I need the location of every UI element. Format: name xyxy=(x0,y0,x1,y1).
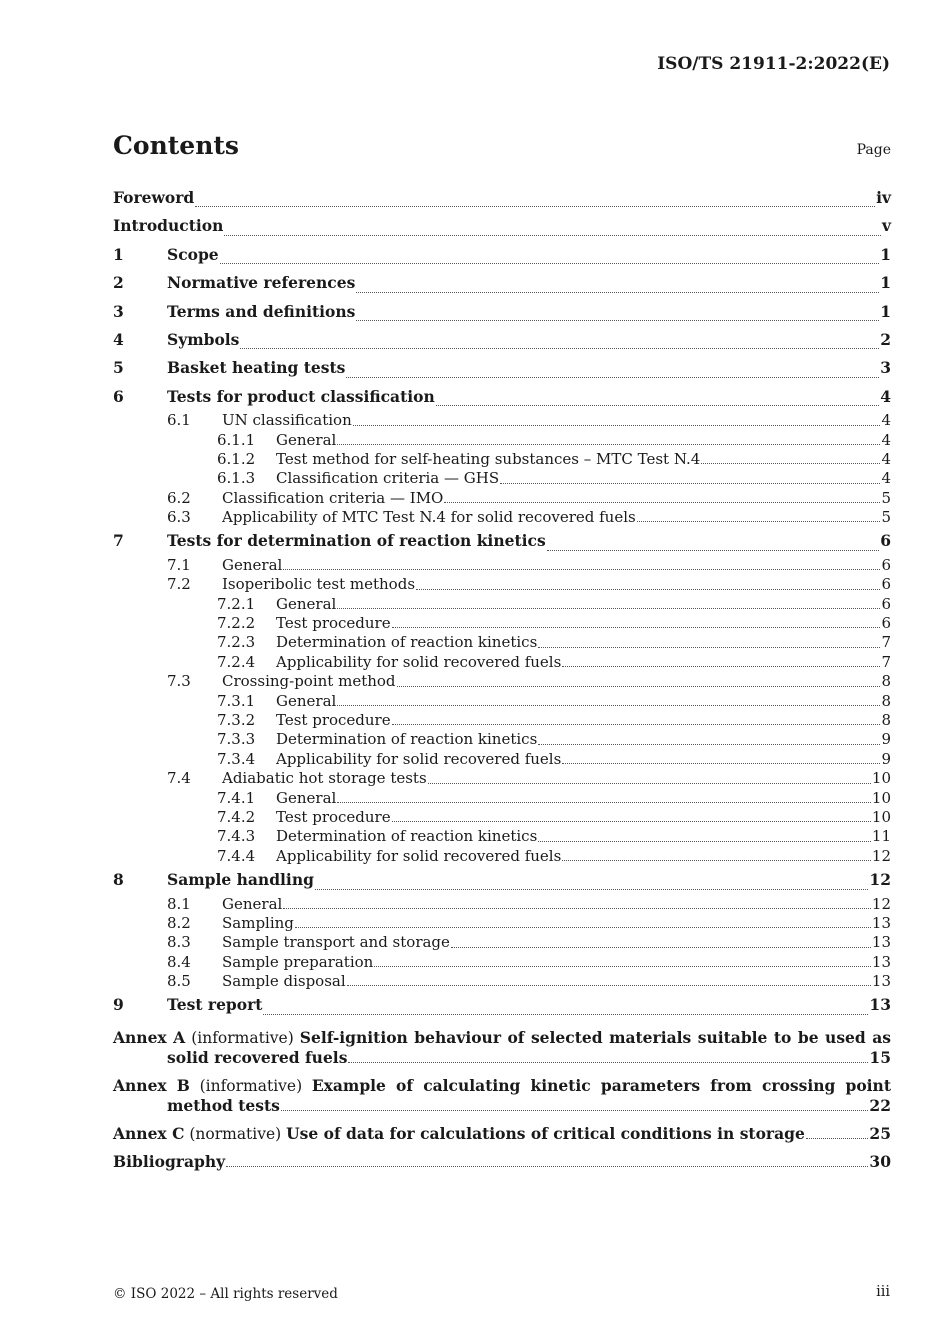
toc-section-number: 1 xyxy=(113,244,124,264)
toc-entry[interactable] xyxy=(113,326,891,354)
toc-page-number: 10 xyxy=(871,769,891,788)
toc-section-number: 6.1 xyxy=(167,411,191,430)
dot-leader xyxy=(547,550,880,551)
toc-section-number: 7.4.4 xyxy=(217,846,256,865)
toc-section-number: 7.2.4 xyxy=(217,652,256,671)
toc-entry-annex-c[interactable] xyxy=(113,1116,891,1144)
toc-entry-title: Test procedure xyxy=(276,807,391,826)
toc-entry-title: Scope xyxy=(167,244,219,264)
toc-section-number: 7.3.2 xyxy=(217,710,256,729)
toc-entry[interactable] xyxy=(113,298,891,326)
page-number: iii xyxy=(876,1284,890,1300)
toc-section-number: 8.4 xyxy=(167,952,191,971)
toc-page-number: 8 xyxy=(881,672,891,691)
toc-section-number: 2 xyxy=(113,273,124,293)
toc-entry[interactable] xyxy=(113,508,891,527)
toc-entry-annex-a[interactable] xyxy=(113,1020,891,1068)
toc-page-number: 5 xyxy=(881,508,891,527)
toc-page-number: 4 xyxy=(880,386,891,406)
dot-leader xyxy=(356,292,879,293)
toc-entry-title: Test report xyxy=(167,995,263,1015)
annex-label: Annex C xyxy=(113,1123,185,1143)
dot-leader xyxy=(701,463,880,464)
toc-entry[interactable] xyxy=(113,450,891,469)
toc-entry[interactable] xyxy=(113,212,891,240)
toc-section-number: 8.2 xyxy=(167,913,191,932)
toc-entry[interactable] xyxy=(113,972,891,991)
toc-page-number: iv xyxy=(876,188,891,207)
toc-entry-title: Sample transport and storage xyxy=(222,933,450,952)
toc-section-number: 7.3.4 xyxy=(217,749,256,768)
toc-section-number: 6.1.3 xyxy=(217,469,256,488)
toc-section-number: 7.2.3 xyxy=(217,633,256,652)
dot-leader xyxy=(240,348,879,349)
toc-page-number: 12 xyxy=(869,870,891,890)
toc-entry[interactable] xyxy=(113,269,891,297)
toc-page-number: 13 xyxy=(871,952,891,971)
dot-leader xyxy=(392,627,881,628)
toc-page-number: 8 xyxy=(881,691,891,710)
toc-page-number: 6 xyxy=(881,594,891,613)
copyright-notice: © ISO 2022 – All rights reserved xyxy=(113,1286,338,1302)
toc-page-number: 6 xyxy=(880,531,891,551)
toc-entry-title: Crossing-point method xyxy=(222,672,396,691)
toc-section-number: 7.4.2 xyxy=(217,807,256,826)
toc-entry-title: General xyxy=(222,555,283,574)
toc-page-number: 13 xyxy=(871,913,891,932)
toc-entry-bibliography[interactable] xyxy=(113,1144,891,1172)
annex-title-cont: method tests xyxy=(167,1095,280,1115)
dot-leader xyxy=(356,320,879,321)
toc-section-number: 7.1 xyxy=(167,555,191,574)
toc-page-number: 30 xyxy=(869,1151,891,1171)
toc-section-number: 7 xyxy=(113,531,124,551)
toc-entry-title: Determination of reaction kinetics xyxy=(276,633,538,652)
dot-leader xyxy=(436,405,879,406)
toc-page-number: 4 xyxy=(881,430,891,449)
toc-entry-title: Sample preparation xyxy=(222,952,374,971)
toc-section-number: 3 xyxy=(113,301,124,321)
toc-entry-title: Classification criteria — IMO xyxy=(222,488,444,507)
toc-entry-title: Basket heating tests xyxy=(167,358,346,378)
toc-page-number: 12 xyxy=(871,846,891,865)
toc-page-number: 3 xyxy=(880,358,891,378)
toc-entry-title: Determination of reaction kinetics xyxy=(276,730,538,749)
dot-leader xyxy=(538,744,880,745)
toc-entry[interactable] xyxy=(113,633,891,652)
dot-leader xyxy=(348,1062,868,1063)
toc-entry[interactable] xyxy=(113,692,891,711)
toc-page-number: 15 xyxy=(869,1047,891,1067)
toc-entry[interactable] xyxy=(113,354,891,382)
annex-type: (informative) xyxy=(199,1076,303,1095)
toc-entry-title: Test method for self-heating substances – MTC Test N.4 xyxy=(276,449,701,468)
toc-entry[interactable] xyxy=(113,847,891,866)
toc-entry[interactable] xyxy=(113,827,891,846)
toc-page-number: 6 xyxy=(881,614,891,633)
toc-entry-title: Applicability for solid recovered fuels xyxy=(276,749,562,768)
toc-page-number: 7 xyxy=(881,633,891,652)
dot-leader xyxy=(416,589,880,590)
toc-entry-title: Introduction xyxy=(113,216,224,236)
toc-page-number: 6 xyxy=(881,555,891,574)
dot-leader xyxy=(346,377,879,378)
annex-title-cont: solid recovered fuels xyxy=(167,1047,348,1067)
annex-title: Use of data for calculations of critical conditions in storage xyxy=(286,1123,805,1143)
toc-page-number: 13 xyxy=(871,972,891,991)
toc-entry-title: General xyxy=(276,788,337,807)
document-id: ISO/TS 21911-2:2022(E) xyxy=(657,54,890,74)
toc-entry[interactable] xyxy=(113,711,891,730)
dot-leader xyxy=(538,841,871,842)
toc-entry-title: Tests for determination of reaction kinetics xyxy=(167,531,546,551)
toc-entry[interactable] xyxy=(113,595,891,614)
toc-page-number: 10 xyxy=(871,807,891,826)
toc-entry-title: Test procedure xyxy=(276,614,391,633)
toc-entry-title: Terms and definitions xyxy=(167,301,356,321)
toc-page-number: 25 xyxy=(869,1123,891,1143)
toc-page-number: 1 xyxy=(880,273,891,293)
dot-leader xyxy=(224,235,881,236)
toc-page-number: 13 xyxy=(871,933,891,952)
dot-leader xyxy=(562,763,880,764)
toc-section-number: 6.2 xyxy=(167,488,191,507)
toc-entry-title: Sample handling xyxy=(167,870,314,890)
toc-page-number: 22 xyxy=(869,1095,891,1115)
dot-leader xyxy=(347,985,871,986)
toc-section-number: 8.5 xyxy=(167,972,191,991)
dot-leader xyxy=(283,569,880,570)
annex-title: Example of calculating kinetic parameters from crossing point xyxy=(311,1075,891,1095)
toc-entry[interactable] xyxy=(113,953,891,972)
toc-entry-title: General xyxy=(276,691,337,710)
toc-entry[interactable] xyxy=(113,914,891,933)
toc-section-number: 8 xyxy=(113,870,124,890)
dot-leader xyxy=(281,1110,869,1111)
toc-page-number: 11 xyxy=(871,827,891,846)
dot-leader xyxy=(444,502,880,503)
toc-page-number: 8 xyxy=(881,710,891,729)
toc-entry[interactable] xyxy=(113,241,891,269)
toc-page-number: 1 xyxy=(880,301,891,321)
toc-entry-title: General xyxy=(276,594,337,613)
toc-page-number: 1 xyxy=(880,244,891,264)
toc-section-number: 7.3 xyxy=(167,672,191,691)
dot-leader xyxy=(428,783,871,784)
toc-page-number: 9 xyxy=(881,730,891,749)
dot-leader xyxy=(500,483,880,484)
toc-page-number: 4 xyxy=(881,449,891,468)
toc-entry[interactable] xyxy=(113,769,891,788)
toc-entry-title: Applicability for solid recovered fuels xyxy=(276,652,562,671)
toc-section-number: 8.3 xyxy=(167,933,191,952)
toc-entry-title: Applicability of MTC Test N.4 for solid recovered fuels xyxy=(222,508,636,527)
toc-section-number: 4 xyxy=(113,329,124,349)
dot-leader xyxy=(397,686,881,687)
toc-entry-title: Tests for product classification xyxy=(167,386,435,406)
annex-label: Annex B xyxy=(113,1075,190,1095)
toc-entry-title: Applicability for solid recovered fuels xyxy=(276,846,562,865)
toc-entry[interactable] xyxy=(113,866,891,894)
toc-section-number: 7.3.3 xyxy=(217,730,256,749)
toc-section-number: 5 xyxy=(113,358,124,378)
toc-entry-title: UN classification xyxy=(222,411,352,430)
toc-section-number: 7.4 xyxy=(167,769,191,788)
toc-entry-title: Determination of reaction kinetics xyxy=(276,827,538,846)
dot-leader xyxy=(538,647,880,648)
toc-entry[interactable] xyxy=(113,808,891,827)
dot-leader xyxy=(562,666,880,667)
toc-entry[interactable] xyxy=(113,556,891,575)
toc-page-number: 2 xyxy=(880,329,891,349)
toc-entry[interactable] xyxy=(113,730,891,749)
dot-leader xyxy=(315,889,868,890)
toc-section-number: 6 xyxy=(113,386,124,406)
annex-title: Self-ignition behaviour of selected materials suitable to be used as xyxy=(299,1027,891,1047)
dot-leader xyxy=(353,425,881,426)
toc-section-number: 8.1 xyxy=(167,894,191,913)
toc-entry[interactable] xyxy=(113,383,891,411)
dot-leader xyxy=(263,1014,868,1015)
toc-entry[interactable] xyxy=(113,411,891,430)
toc-entry[interactable] xyxy=(113,672,891,691)
dot-leader xyxy=(226,1166,868,1167)
toc-entry[interactable] xyxy=(113,933,891,952)
toc-page-number: 10 xyxy=(871,788,891,807)
dot-leader xyxy=(337,705,880,706)
toc-entry[interactable] xyxy=(113,653,891,672)
toc-page-number: 4 xyxy=(881,411,891,430)
toc-entry[interactable] xyxy=(113,184,891,212)
toc-section-number: 6.1.1 xyxy=(217,430,256,449)
dot-leader xyxy=(220,263,880,264)
toc-entry-title: Classification criteria — GHS xyxy=(276,469,500,488)
toc-entry-title: Normative references xyxy=(167,273,356,293)
toc-page-number: v xyxy=(881,216,891,236)
toc-entry[interactable] xyxy=(113,789,891,808)
dot-leader xyxy=(337,802,871,803)
toc-entry-title: Adiabatic hot storage tests xyxy=(222,769,427,788)
annex-label: Annex A xyxy=(113,1027,186,1047)
toc-section-number: 6.1.2 xyxy=(217,449,256,468)
page-column-label: Page xyxy=(856,142,891,158)
toc-section-number: 7.3.1 xyxy=(217,691,256,710)
toc-section-number: 7.2.1 xyxy=(217,594,256,613)
toc-page-number: 5 xyxy=(881,488,891,507)
toc-section-number: 9 xyxy=(113,995,124,1015)
dot-leader xyxy=(283,908,871,909)
toc-page-number: 13 xyxy=(869,995,891,1015)
dot-leader xyxy=(562,860,871,861)
dot-leader xyxy=(337,608,880,609)
dot-leader xyxy=(195,206,875,207)
toc-entry-title: Sample disposal xyxy=(222,972,346,991)
toc-page-number: 6 xyxy=(881,575,891,594)
toc-entry-title: Bibliography xyxy=(113,1151,226,1171)
dot-leader xyxy=(374,966,871,967)
toc-entry-title: Test procedure xyxy=(276,710,391,729)
toc-entry[interactable] xyxy=(113,431,891,450)
toc-section-number: 7.2 xyxy=(167,575,191,594)
toc-entry-title: Sampling xyxy=(222,913,294,932)
annex-type: (informative) xyxy=(191,1028,294,1047)
page-title: Contents xyxy=(113,131,240,160)
dot-leader xyxy=(392,724,881,725)
toc-entry-title: General xyxy=(222,894,283,913)
toc-entry[interactable] xyxy=(113,469,891,488)
toc-page-number: 7 xyxy=(881,652,891,671)
dot-leader xyxy=(337,444,880,445)
dot-leader xyxy=(451,947,871,948)
toc-section-number: 7.4.3 xyxy=(217,827,256,846)
dot-leader xyxy=(295,927,871,928)
toc-page-number: 4 xyxy=(881,469,891,488)
toc-entry[interactable] xyxy=(113,614,891,633)
dot-leader xyxy=(392,821,871,822)
toc-page-number: 9 xyxy=(881,749,891,768)
toc-entry-title: Foreword xyxy=(113,188,195,207)
toc-entry-title: Isoperibolic test methods xyxy=(222,575,416,594)
dot-leader xyxy=(806,1138,869,1139)
dot-leader xyxy=(637,521,881,522)
toc-entry-annex-b[interactable] xyxy=(113,1068,891,1116)
toc-entry[interactable] xyxy=(113,750,891,769)
table-of-contents xyxy=(113,184,891,1172)
toc-entry[interactable] xyxy=(113,991,891,1019)
toc-entry[interactable] xyxy=(113,895,891,914)
toc-section-number: 7.4.1 xyxy=(217,788,256,807)
toc-entry-title: Symbols xyxy=(167,329,240,349)
annex-type: (normative) xyxy=(189,1124,282,1143)
toc-entry[interactable] xyxy=(113,575,891,594)
toc-page-number: 12 xyxy=(871,894,891,913)
toc-entry[interactable] xyxy=(113,489,891,508)
toc-entry-title: General xyxy=(276,430,337,449)
toc-section-number: 7.2.2 xyxy=(217,614,256,633)
toc-entry[interactable] xyxy=(113,527,891,555)
toc-section-number: 6.3 xyxy=(167,508,191,527)
